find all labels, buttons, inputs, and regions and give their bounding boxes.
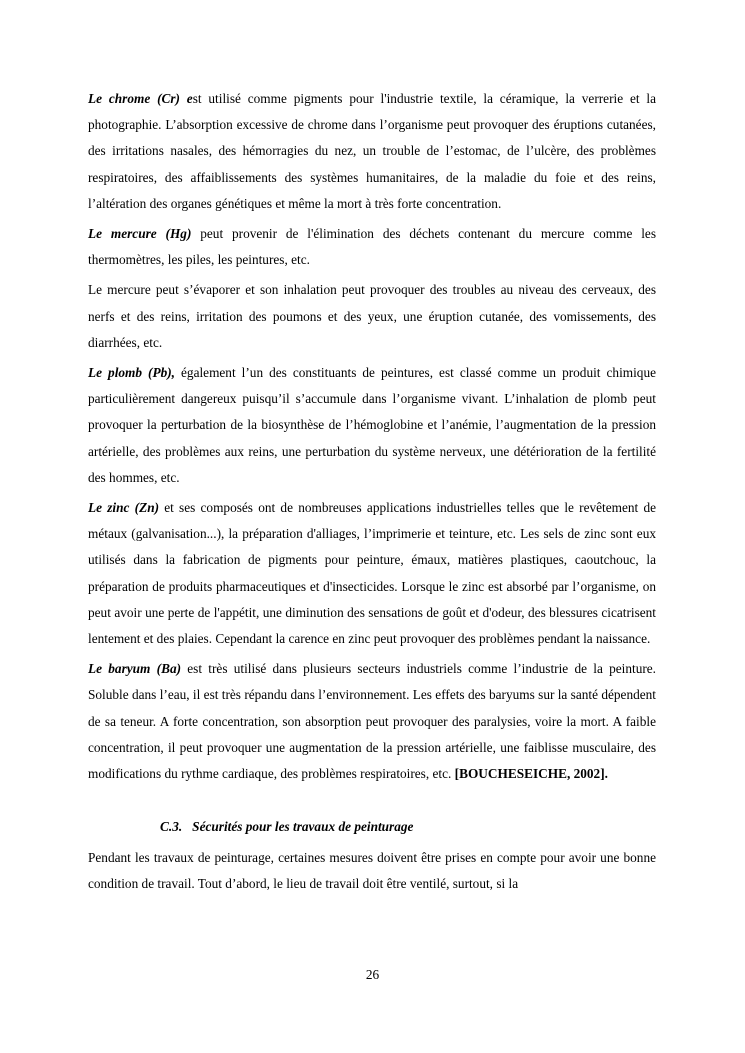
paragraph-plomb (88, 360, 656, 491)
paragraph-mercure (88, 221, 656, 273)
text-mercure-effects: Le mercure peut s’évaporer et son inhalation peut provoquer des troubles au niveau des cerveaux, des nerfs et des reins, irritation des poumons et des yeux, une éruption cutanée, des vomissements, des diarrhées, etc. (88, 282, 656, 350)
paragraph-mercure-effects (88, 277, 656, 356)
text-chrome: st utilisé comme pigments pour l'industrie textile, la céramique, la verrerie et la photographie. L’absorption excessive de chrome dans l’organisme peut provoquer des éruptions cutanées, des irritations nasales, des hémorragies du nez, un trouble de l’estomac, de l’ulcère, des problèmes respiratoires, des affaiblissements des systèmes humanitaires, de la maladie du foie et des reins, l’altération des organes génétiques et même la mort à très forte concentration. (88, 91, 656, 211)
paragraph-final (88, 845, 656, 897)
text-zinc: et ses composés ont de nombreuses applications industrielles telles que le revêtement de métaux (galvanisation...), la préparation d'alliages, l’imprimerie et teinture, etc. Les sels de zinc sont eux utilisés dans la fabrication de pigments pour peinture, émaux, matières plastiques, caoutchouc, la préparation de produits pharmaceutiques et d'insecticides. Lorsque le zinc est absorbé par l’organisme, on peut avoir une perte de l'appétit, une diminution des sensations de goût et d'odeur, des blessures cicatrisent lentement et des plaies. Cependant la carence en zinc peut provoquer des problèmes pendant la naissance. (88, 500, 656, 647)
document-page (88, 86, 656, 902)
term-plomb: Le plomb (Pb), (88, 365, 175, 381)
term-mercure: Le mercure (Hg) (88, 226, 192, 242)
text-final: Pendant les travaux de peinturage, certaines mesures doivent être prises en compte pour avoir une bonne condition de travail. Tout d’abord, le lieu de travail doit être ventilé, surtout, si la (88, 850, 656, 892)
section-number: C.3. (160, 819, 183, 835)
section-heading (88, 815, 656, 839)
text-mercure: peut provenir de l'élimination des déchets contenant du mercure comme les thermomètres, les piles, les peintures, etc. (88, 226, 656, 268)
paragraph-zinc (88, 495, 656, 652)
term-chrome: Le chrome (Cr) e (88, 91, 193, 106)
text-baryum: est très utilisé dans plusieurs secteurs industriels comme l’industrie de la peinture. Soluble dans l’eau, il est très répandu dans l’environnement. Les effets des baryums sur la santé dépendent de sa teneur. A forte concentration, son absorption peut provoquer des paralysies, voire la mort. A faible concentration, il peut provoquer une augmentation de la pression artérielle, une faiblisse musculaire, des modifications du rythme cardiaque, des problèmes respiratoires, etc. (88, 661, 656, 782)
paragraph-chrome (88, 86, 656, 217)
term-baryum: Le baryum (Ba) (88, 661, 182, 677)
term-zinc: Le zinc (Zn) (88, 500, 160, 516)
text-plomb: également l’un des constituants de peintures, est classé comme un produit chimique particulièrement dangereux puisqu’il s’accumule dans l’organisme vivant. L’inhalation de plomb peut provoquer la perturbation de la biosynthèse de l’hémoglobine et l’anémie, l’augmentation de la pression artérielle, des problèmes aux reins, une perturbation du système nerveux, une détérioration de la fertilité des hommes, etc. (88, 365, 656, 485)
section-title: Sécurités pour les travaux de peinturage (192, 819, 414, 835)
citation: [BOUCHESEICHE, 2002]. (454, 766, 608, 782)
paragraph-baryum (88, 656, 656, 787)
page-number: 26 (365, 967, 380, 982)
